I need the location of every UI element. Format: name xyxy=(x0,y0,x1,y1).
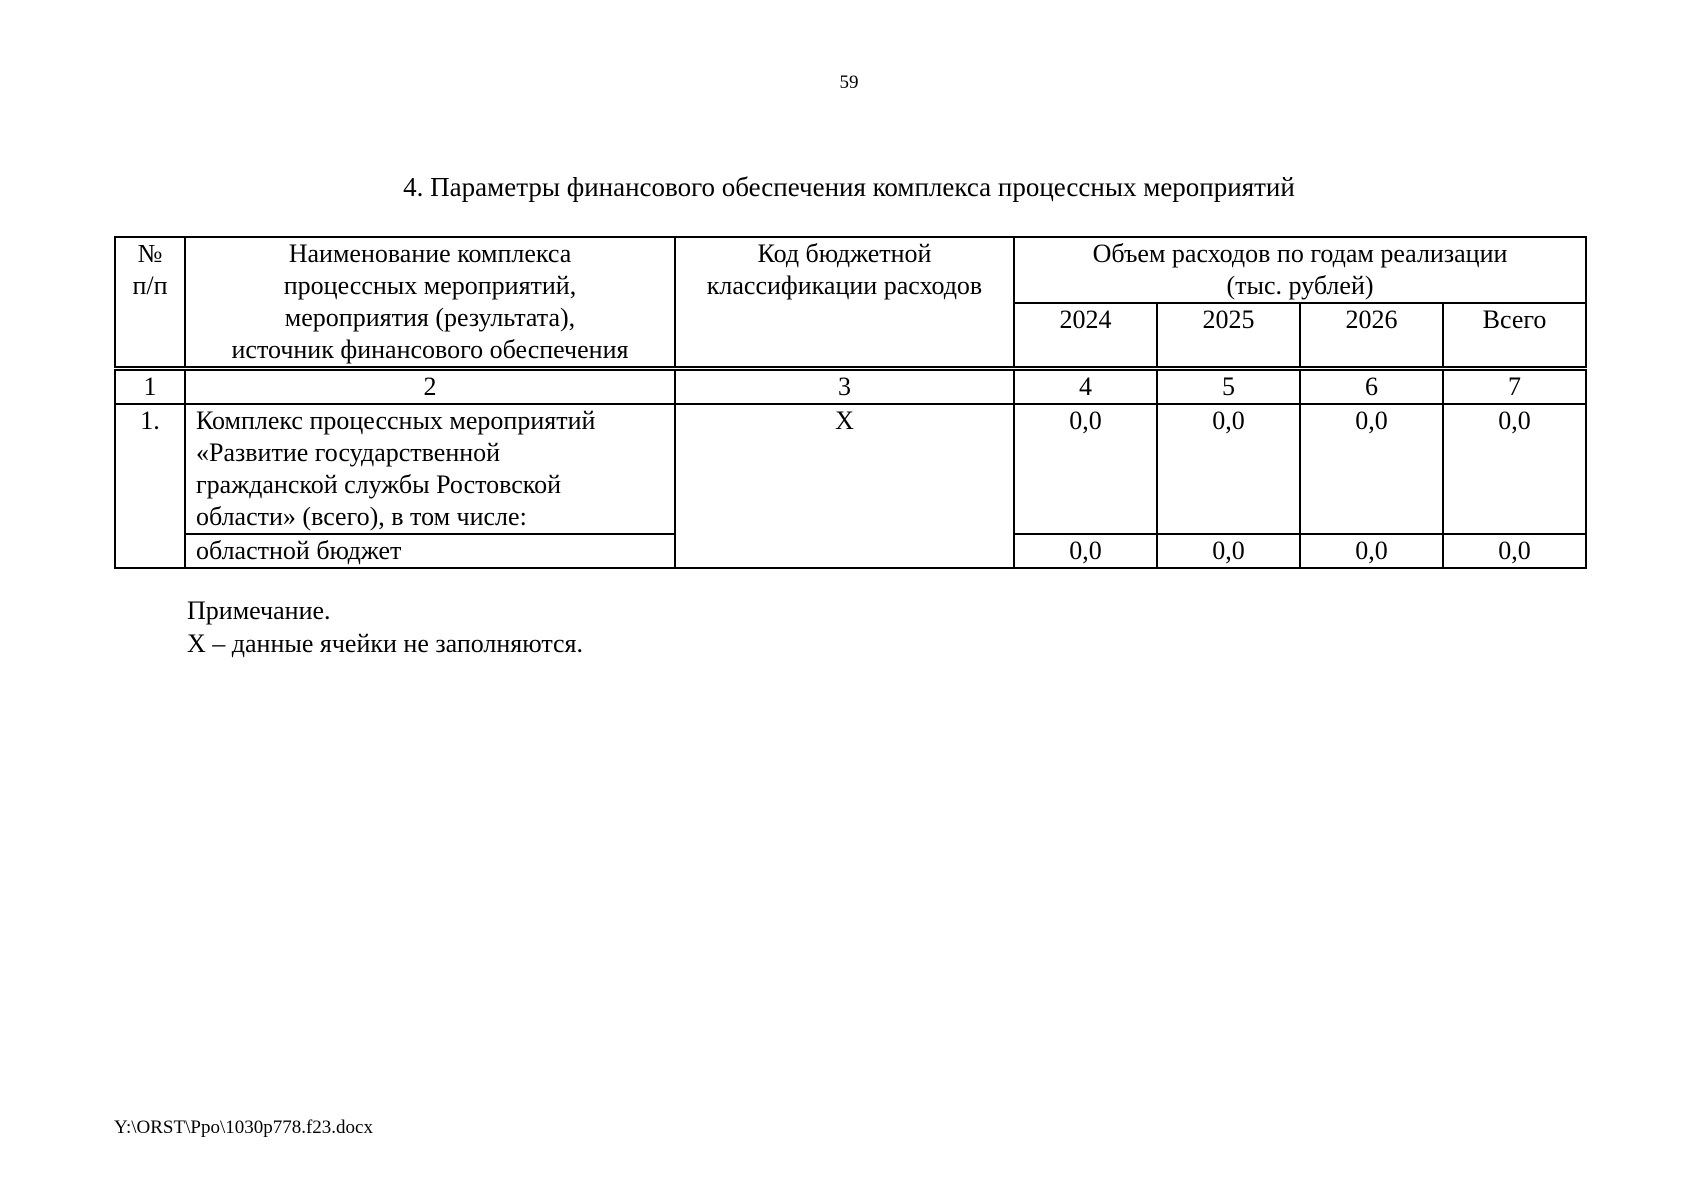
column-number: 4 xyxy=(1014,369,1157,405)
row-name xyxy=(185,404,675,534)
header-year: 2024 xyxy=(1014,303,1157,369)
header-volume xyxy=(1014,237,1586,303)
header-code-line: Код бюджетной xyxy=(757,239,932,268)
header-volume-line: Объем расходов по годам реализации xyxy=(1092,239,1508,268)
header-name-line: мероприятия (результата), xyxy=(284,303,576,332)
row-name: областной бюджет xyxy=(185,534,675,568)
row-value: 0,0 xyxy=(1443,534,1586,568)
column-number: 1 xyxy=(115,369,185,405)
note-title: Примечание. xyxy=(187,596,331,625)
column-number: 3 xyxy=(675,369,1014,405)
header-year: 2025 xyxy=(1157,303,1300,369)
column-number: 7 xyxy=(1443,369,1586,405)
financing-table xyxy=(114,236,1587,569)
note xyxy=(187,594,583,660)
row-name-line: «Развитие государственной xyxy=(196,438,501,467)
column-number: 5 xyxy=(1157,369,1300,405)
header-name-line: процессных мероприятий, xyxy=(283,271,577,300)
section-title: 4. Параметры финансового обеспечения комплекса процессных мероприятий xyxy=(403,172,1295,202)
row-name-line: Комплекс процессных мероприятий xyxy=(196,406,596,435)
header-volume-line: (тыс. рублей) xyxy=(1226,271,1374,300)
row-value: 0,0 xyxy=(1157,534,1300,568)
row-name-line: гражданской службы Ростовской xyxy=(196,470,562,499)
header-year: 2026 xyxy=(1300,303,1443,369)
header-code-line: классификации расходов xyxy=(706,271,983,300)
column-numbers-row xyxy=(115,369,1586,405)
row-value: 0,0 xyxy=(1300,534,1443,568)
header-name-line: Наименование комплекса xyxy=(288,239,572,268)
row-number: 1. xyxy=(115,404,185,568)
row-name-line: области» (всего), в том числе: xyxy=(196,502,527,531)
row-value: 0,0 xyxy=(1014,404,1157,534)
footer-file-path: Y:\ORST\Ppo\1030p778.f23.docx xyxy=(114,1117,373,1138)
row-value: 0,0 xyxy=(1014,534,1157,568)
column-number: 6 xyxy=(1300,369,1443,405)
note-text: X – данные ячейки не заполняются. xyxy=(187,629,584,658)
header-name xyxy=(185,237,675,369)
column-number: 2 xyxy=(185,369,675,405)
row-value: 0,0 xyxy=(1300,404,1443,534)
header-row xyxy=(115,237,1586,303)
header-total: Всего xyxy=(1443,303,1586,369)
page-number: 59 xyxy=(839,72,859,93)
table-row xyxy=(115,404,1586,534)
row-value: 0,0 xyxy=(1157,404,1300,534)
header-num-line: п/п xyxy=(132,271,168,300)
header-num-line: № xyxy=(137,239,163,268)
header-name-line: источник финансового обеспечения xyxy=(231,335,629,364)
row-value: 0,0 xyxy=(1443,404,1586,534)
header-code xyxy=(675,237,1014,369)
row-code: X xyxy=(675,404,1014,568)
header-num xyxy=(115,237,185,369)
